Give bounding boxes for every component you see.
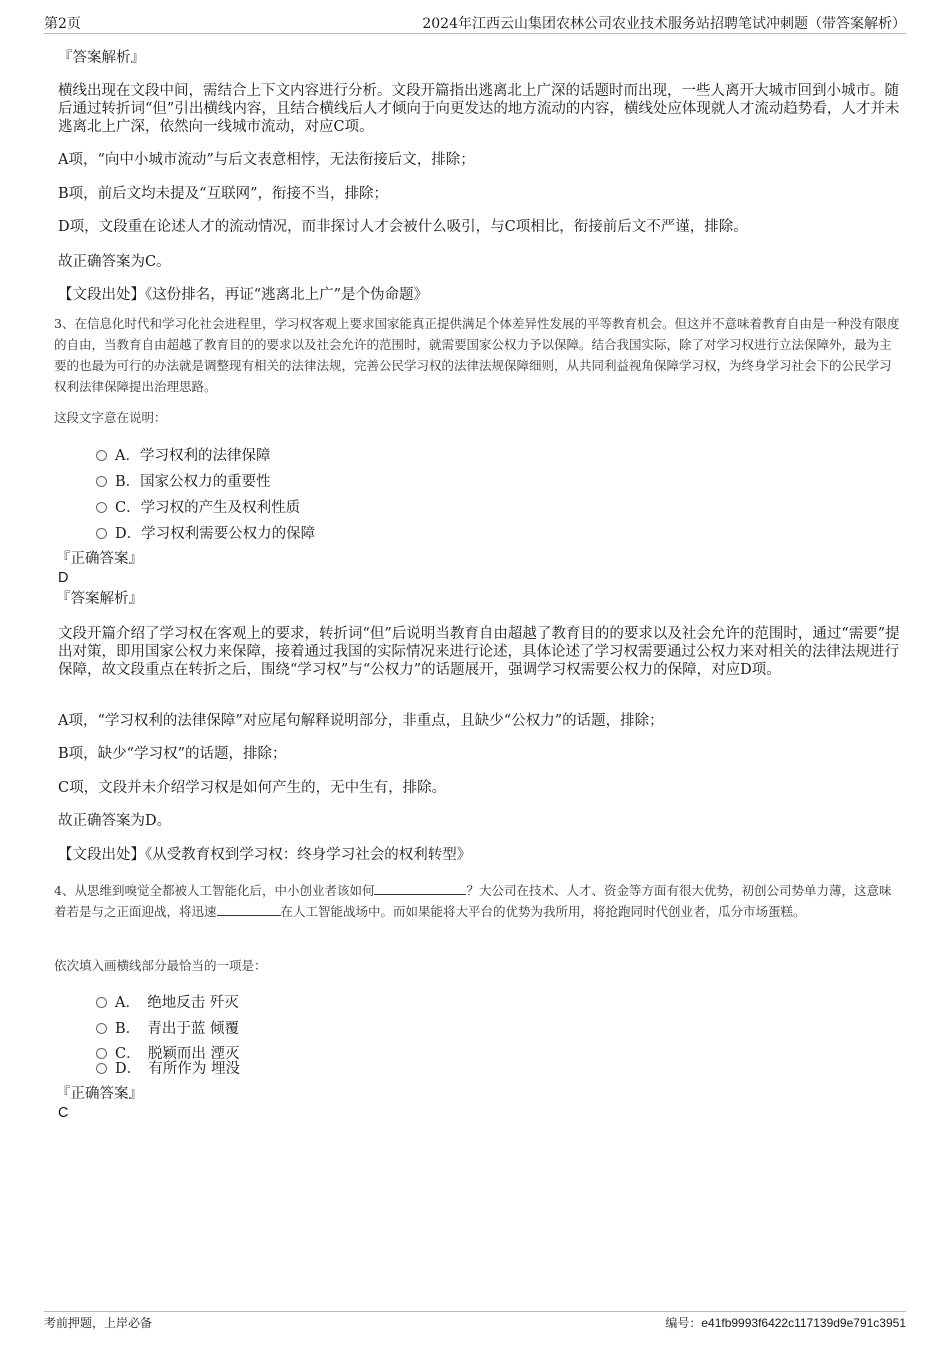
q2-option-b-explanation: B项，前后文均未提及“互联网”，衔接不当，排除； — [58, 186, 388, 202]
q4-option-d[interactable]: D． 有所作为 埋没 — [96, 1057, 240, 1078]
footer-divider — [44, 1311, 906, 1312]
q3-source: 【文段出处】《从受教育权到学习权：终身学习社会的权利转型》 — [58, 847, 472, 863]
q3-prompt: 这段文字意在说明： — [54, 410, 167, 425]
q4-option-c[interactable]: C． 脱颖而出 湮灭 — [96, 1042, 239, 1063]
q3-option-d[interactable]: D．学习权利需要公权力的保障 — [96, 522, 315, 543]
q2-analysis-text: 横线出现在文段中间，需结合上下文内容进行分析。文段开篇指出逃离北上广深的话题时而出现，一些人离开大城市回到小城市。随后通过转折词“但”引出横线内容，且结合横线后人才倾向于向更发达的地方流动的内容，横线处应体现就人才流动趋势看，人才并未逃离北上广深，依然向一线城市流动，对应C项。 — [58, 83, 900, 135]
document-title: 2024年江西云山集团农林公司农业技术服务站招聘笔试冲刺题（带答案解析） — [422, 16, 906, 32]
q3-option-c-explanation: C项，文段并未介绍学习权是如何产生的，无中生有，排除。 — [58, 780, 447, 796]
q3-answer-heading: 『正确答案』 — [56, 551, 143, 567]
q4-stem: 4、从思维到嗅觉全都被人工智能化后，中小创业者该如何 ？大公司在技术、人才、资金等方面有很大优势，初创公司势单力薄，这意味着若是与之正面迎战，将迅速 在人工智能战场中。而如果能将大平台的优势为我所用，将抢跑同时代创业者，瓜分市场蛋糕。 — [54, 883, 892, 919]
q3-option-a[interactable]: A．学习权利的法律保障 — [96, 444, 270, 465]
q3-option-a-explanation: A项，“学习权利的法律保障”对应尾句解释说明部分，非重点，且缺少“公权力”的话题，排除； — [58, 713, 664, 729]
q4-blank-2 — [217, 903, 281, 916]
q2-conclusion: 故正确答案为C。 — [58, 254, 171, 270]
q3-answer: D — [58, 570, 69, 586]
radio-icon[interactable] — [96, 997, 107, 1008]
q4-answer-heading: 『正确答案』 — [56, 1086, 143, 1102]
q4-option-b[interactable]: B． 青出于蓝 倾覆 — [96, 1017, 239, 1038]
q2-analysis-heading: 『答案解析』 — [58, 50, 145, 66]
q4-option-a[interactable]: A． 绝地反击 歼灭 — [96, 991, 239, 1012]
q3-option-b[interactable]: B．国家公权力的重要性 — [96, 470, 271, 491]
radio-icon[interactable] — [96, 476, 107, 487]
radio-icon[interactable] — [96, 450, 107, 461]
radio-icon[interactable] — [96, 1023, 107, 1034]
q2-option-d-explanation: D项，文段重在论述人才的流动情况，而非探讨人才会被什么吸引，与C项相比，衔接前后文不严谨，排除。 — [58, 219, 748, 235]
q3-option-b-explanation: B项，缺少“学习权”的话题，排除； — [58, 746, 287, 762]
q4-prompt: 依次填入画横线部分最恰当的一项是： — [54, 958, 267, 973]
q3-analysis-heading: 『答案解析』 — [56, 591, 143, 607]
q3-analysis-text: 文段开篇介绍了学习权在客观上的要求，转折词“但”后说明当教育自由超越了教育目的的要求以及社会允许的范围时，通过“需要”提出对策，即用国家公权力来保障，接着通过我国的实际情况来进行论述，具体论述了学习权需要通过公权力来对相关的法律法规进行保障，故文段重点在转折之后，围绕“学习权”与“公权力”的话题展开，强调学习权需要公权力的保障，对应D项。 — [58, 626, 900, 678]
header-divider — [44, 33, 906, 34]
q3-option-c[interactable]: C．学习权的产生及权利性质 — [96, 496, 300, 517]
radio-icon[interactable] — [96, 502, 107, 513]
footer-slogan: 考前押题，上岸必备 — [44, 1316, 153, 1330]
page-number: 第2页 — [44, 16, 81, 32]
q2-source: 【文段出处】《这份排名，再证“逃离北上广”是个伪命题》 — [58, 287, 429, 303]
radio-icon[interactable] — [96, 528, 107, 539]
footer-serial: 编号：e41fb9993f6422c117139d9e791c3951 — [665, 1316, 906, 1330]
radio-icon[interactable] — [96, 1063, 107, 1074]
q4-answer: C — [58, 1105, 69, 1121]
q4-blank-1 — [374, 882, 466, 895]
q3-stem: 3、在信息化时代和学习化社会进程里，学习权客观上要求国家能真正提供满足个体差异性发展的平等教育机会。但这并不意味着教育自由是一种没有限度的自由，当教育自由超越了教育目的的要求以及社会允许的范围时，就需要国家公权力予以保障。结合我国实际，除了对学习权进行立法保障外，最为主要的也最为可行的办法就是调整现有相关的法律法规，完善公民学习权的法律法规保障细则，从共同利益视角保障学习权，为终身学习社会下的公民学习权利法律保障提出治理思路。 — [54, 316, 900, 394]
q3-conclusion: 故正确答案为D。 — [58, 813, 172, 829]
q2-option-a-explanation: A项，“向中小城市流动”与后文表意相悖，无法衔接后文，排除； — [58, 152, 475, 168]
